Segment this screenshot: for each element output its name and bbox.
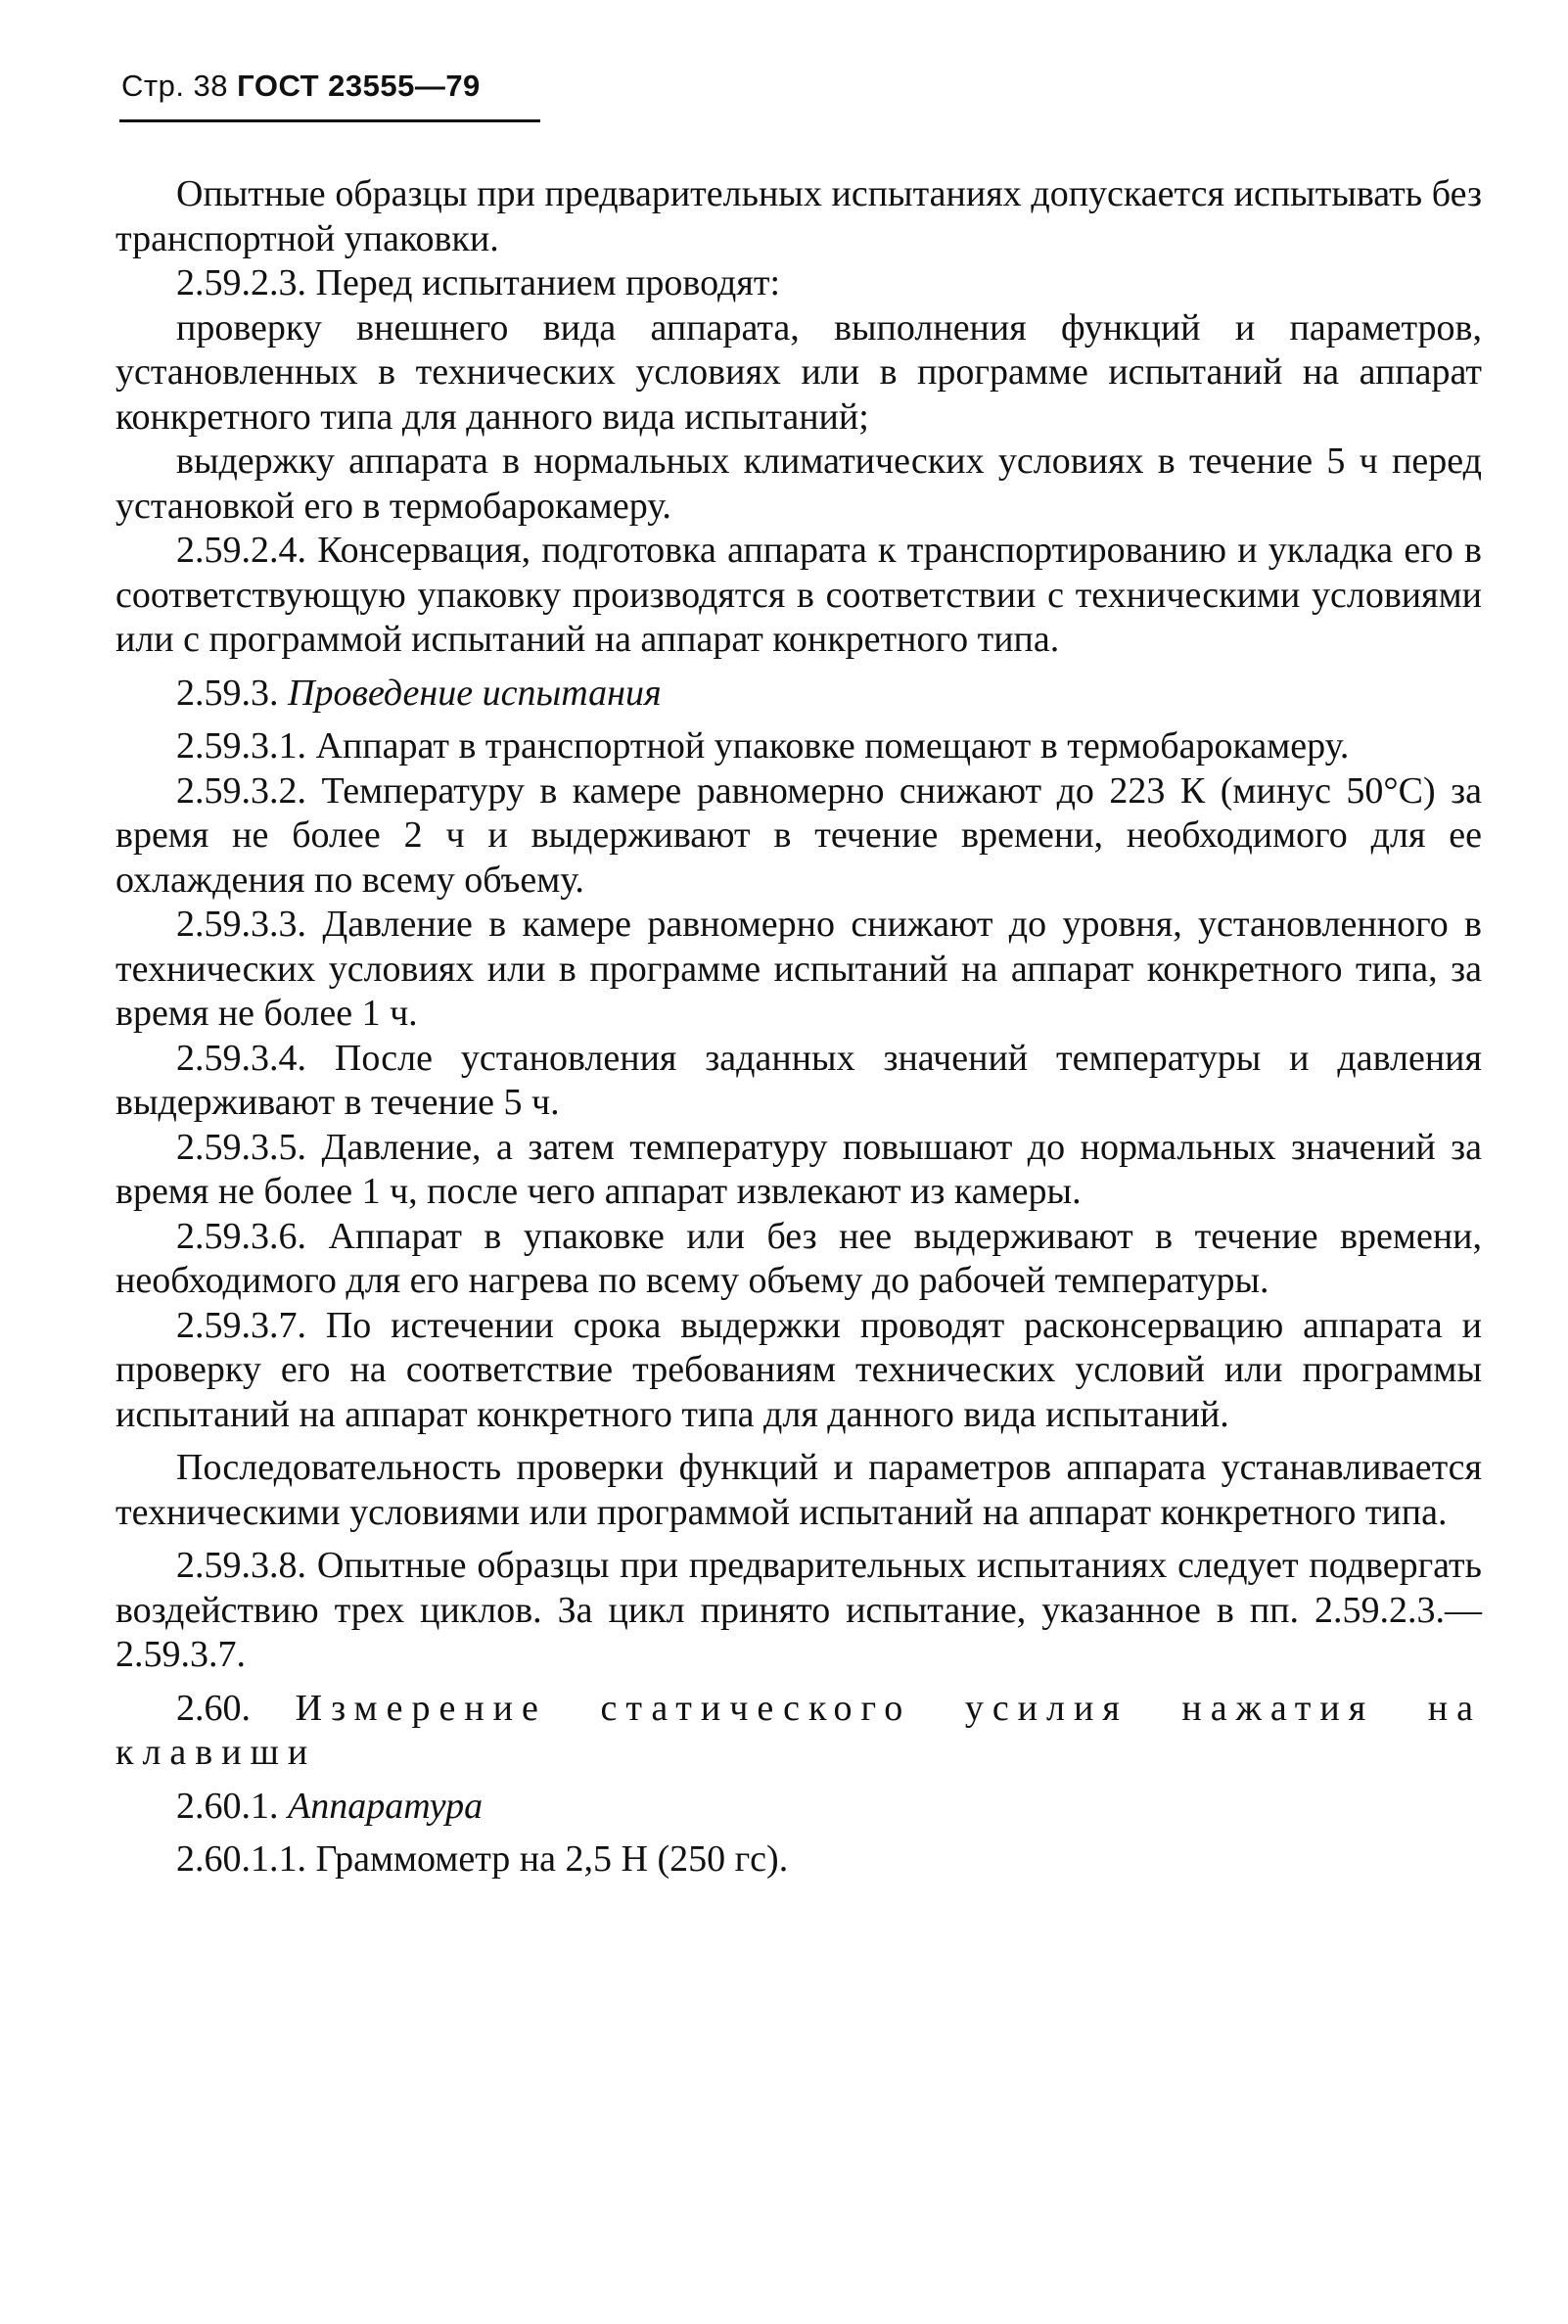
paragraph: 2.59.2.3. Перед испытанием проводят: (176, 262, 780, 303)
section-number: 2.59.3. (176, 672, 279, 714)
paragraph: Опытные образцы при предварительных испытаниях допускается испытывать без транспортной упаковки. (115, 173, 1482, 259)
paragraph: выдержку аппарата в нормальных климатических условиях в течение 5 ч перед установкой его в термобарокамеру. (115, 441, 1482, 527)
page-header (121, 69, 481, 104)
subsection-number: 2.60.1. (176, 1785, 279, 1827)
section-number: 2.60. (176, 1687, 251, 1729)
paragraph: 2.59.3.6. Аппарат в упаковке или без нее выдерживают в течение времени, необходимого для его нагрева по всему объему до рабочей температуры. (115, 1215, 1482, 1301)
paragraph: 2.59.3.1. Аппарат в транспортной упаковке помещают в термобарокамеру. (176, 725, 1350, 767)
paragraph: 2.60.1.1. Граммометр на 2,5 Н (250 гс). (176, 1838, 789, 1880)
paragraph: 2.59.3.3. Давление в камере равномерно снижают до уровня, установленного в технических условиях или в программе испытаний на аппарат конкретного типа, за время не более 1 ч. (115, 904, 1482, 1034)
subsection-heading (115, 1785, 1482, 1830)
page-number-label: Стр. 38 (121, 69, 229, 103)
subsection-title: Аппаратура (288, 1785, 484, 1827)
paragraph: 2.59.3.4. После установления заданных значений температуры и давления выдерживают в течение 5 ч. (115, 1037, 1482, 1123)
standard-designation: ГОСТ 23555—79 (237, 69, 481, 103)
paragraph: 2.59.3.5. Давление, а затем температуру повышают до нормальных значений за время не более 1 ч, после чего аппарат извлекают из камеры. (115, 1126, 1482, 1212)
paragraph: 2.59.3.2. Температуру в камере равномерно снижают до 223 К (минус 50°С) за время не более 2 ч и выдерживают в течение времени, необходимого для ее охлаждения по всему объему. (115, 769, 1482, 901)
paragraph: 2.59.3.7. По истечении срока выдержки проводят расконсервацию аппарата и проверку его на соответствие требованиям технических условий или программы испытаний на аппарат конкретного типа для данного вида испытаний. (115, 1304, 1482, 1435)
paragraph: 2.59.3.8. Опытные образцы при предварительных испытаниях следует подвергать воздействию трех циклов. За цикл принято испытание, указанное в пп. 2.59.2.3.—2.59.3.7. (115, 1545, 1482, 1675)
section-heading (115, 672, 1482, 717)
section-title: Проведение испытания (288, 672, 662, 714)
header-divider (119, 119, 540, 122)
paragraph: Последовательность проверки функций и параметров аппарата устанавливается техническими условиями или программой испытаний на аппарат конкретного типа. (115, 1447, 1482, 1533)
paragraph: 2.59.2.4. Консервация, подготовка аппарата к транспортированию и укладка его в соответствующую упаковку производятся в соответствии с техническими условиями или с программой испытаний на аппарат конкретного типа. (115, 530, 1482, 660)
section-heading (115, 1687, 1482, 1776)
section-title: Измерение статического усилия нажатия на клавиши (115, 1687, 1482, 1773)
paragraph: проверку внешнего вида аппарата, выполнения функций и параметров, установленных в технических условиях или в программе испытаний на аппарат конкретного типа для данного вида испытаний; (115, 306, 1482, 438)
document-body (115, 172, 1482, 1882)
